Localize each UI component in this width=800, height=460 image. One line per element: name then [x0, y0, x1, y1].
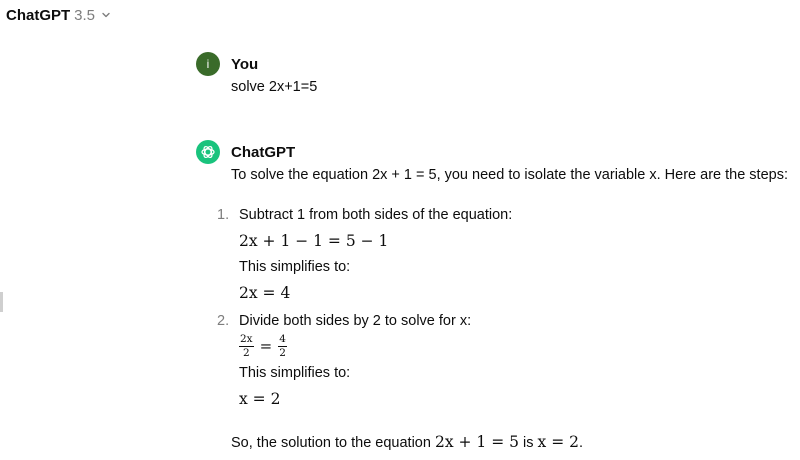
assistant-message-body [217, 164, 800, 455]
steps-list [217, 204, 800, 412]
step-instruction: Divide both sides by 2 to solve for x: [239, 313, 472, 329]
list-item [217, 204, 800, 306]
assistant-message [196, 140, 800, 455]
conclusion-prefix: So, the solution to the equation [231, 435, 431, 451]
conclusion [231, 430, 800, 455]
list-item [217, 310, 800, 412]
math-result: x = 2 [239, 390, 281, 408]
conclusion-middle: is [523, 435, 534, 451]
fraction-right: $\frac{4}{2}$ [279, 332, 286, 359]
simplify-label: This simplifies to: [239, 259, 351, 275]
user-message-text: solve 2x+1=5 [231, 79, 318, 95]
equals-sign: = [259, 337, 273, 355]
avatar-letter: i [206, 57, 210, 71]
message-header [196, 140, 800, 164]
step-number: 2. [217, 313, 230, 329]
sidebar-resize-handle[interactable] [0, 292, 3, 312]
user-message [196, 52, 800, 98]
openai-logo-icon [196, 140, 220, 164]
message-header [196, 52, 800, 76]
step-instruction: Subtract 1 from both sides of the equation: [239, 207, 513, 223]
chevron-down-icon[interactable] [101, 10, 111, 20]
fraction-left: $\frac{2x}{2}$ [240, 332, 253, 359]
model-version: 3.5 [74, 6, 96, 24]
math-result: 2x = 4 [239, 284, 291, 302]
math-fraction-equation [239, 332, 800, 360]
conclusion-suffix: . [578, 435, 584, 451]
intro-text: To solve the equation 2x + 1 = 5, you need to isolate the variable x. Here are the steps: [231, 167, 788, 183]
conclusion-equation: 2x + 1 = 5 [434, 433, 519, 451]
simplify-label: This simplifies to: [239, 365, 351, 381]
conclusion-result: x = 2 [537, 433, 579, 451]
model-name: ChatGPT [6, 6, 71, 24]
step-number: 1. [217, 207, 230, 223]
user-avatar [196, 52, 220, 76]
author-name: You [231, 55, 259, 73]
model-selector[interactable] [6, 4, 111, 26]
author-name: ChatGPT [231, 143, 296, 161]
math-equation: 2x + 1 − 1 = 5 − 1 [239, 232, 389, 250]
